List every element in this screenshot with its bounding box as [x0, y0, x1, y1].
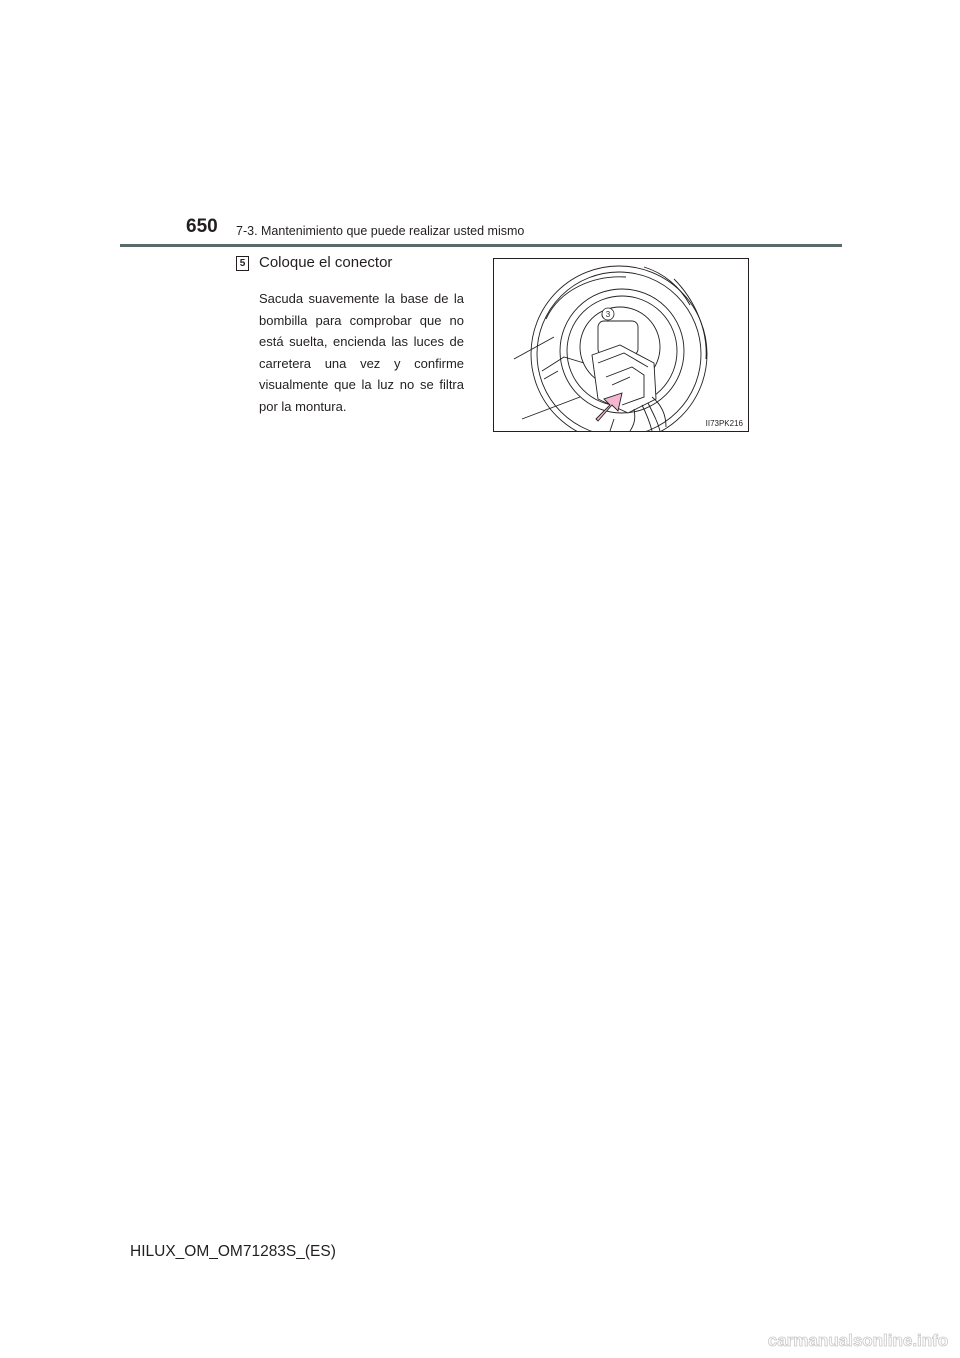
headlight-connector-drawing: [494, 259, 748, 431]
figure-code: II73PK216: [705, 419, 743, 428]
watermark-logo: [760, 1324, 956, 1354]
svg-text:carmanualsonline.info: carmanualsonline.info: [767, 1331, 949, 1350]
document-id: HILUX_OM_OM71283S_(ES): [130, 1243, 336, 1260]
header-divider: [120, 244, 842, 247]
page-number: 650: [186, 216, 218, 237]
step-instructions: Sacuda suavemente la base de la bombilla para comprobar que no está suelta, encienda las luces de carretera una vez y confirme visualmente que la luz no se filtra por la montura.: [259, 291, 464, 414]
step-number-badge: 5: [236, 256, 249, 271]
callout-label: 3: [605, 310, 611, 319]
connector-illustration: [493, 258, 749, 432]
section-title: 7-3. Mantenimiento que puede realizar usted mismo: [236, 224, 525, 238]
step-heading: Coloque el conector: [259, 254, 393, 271]
